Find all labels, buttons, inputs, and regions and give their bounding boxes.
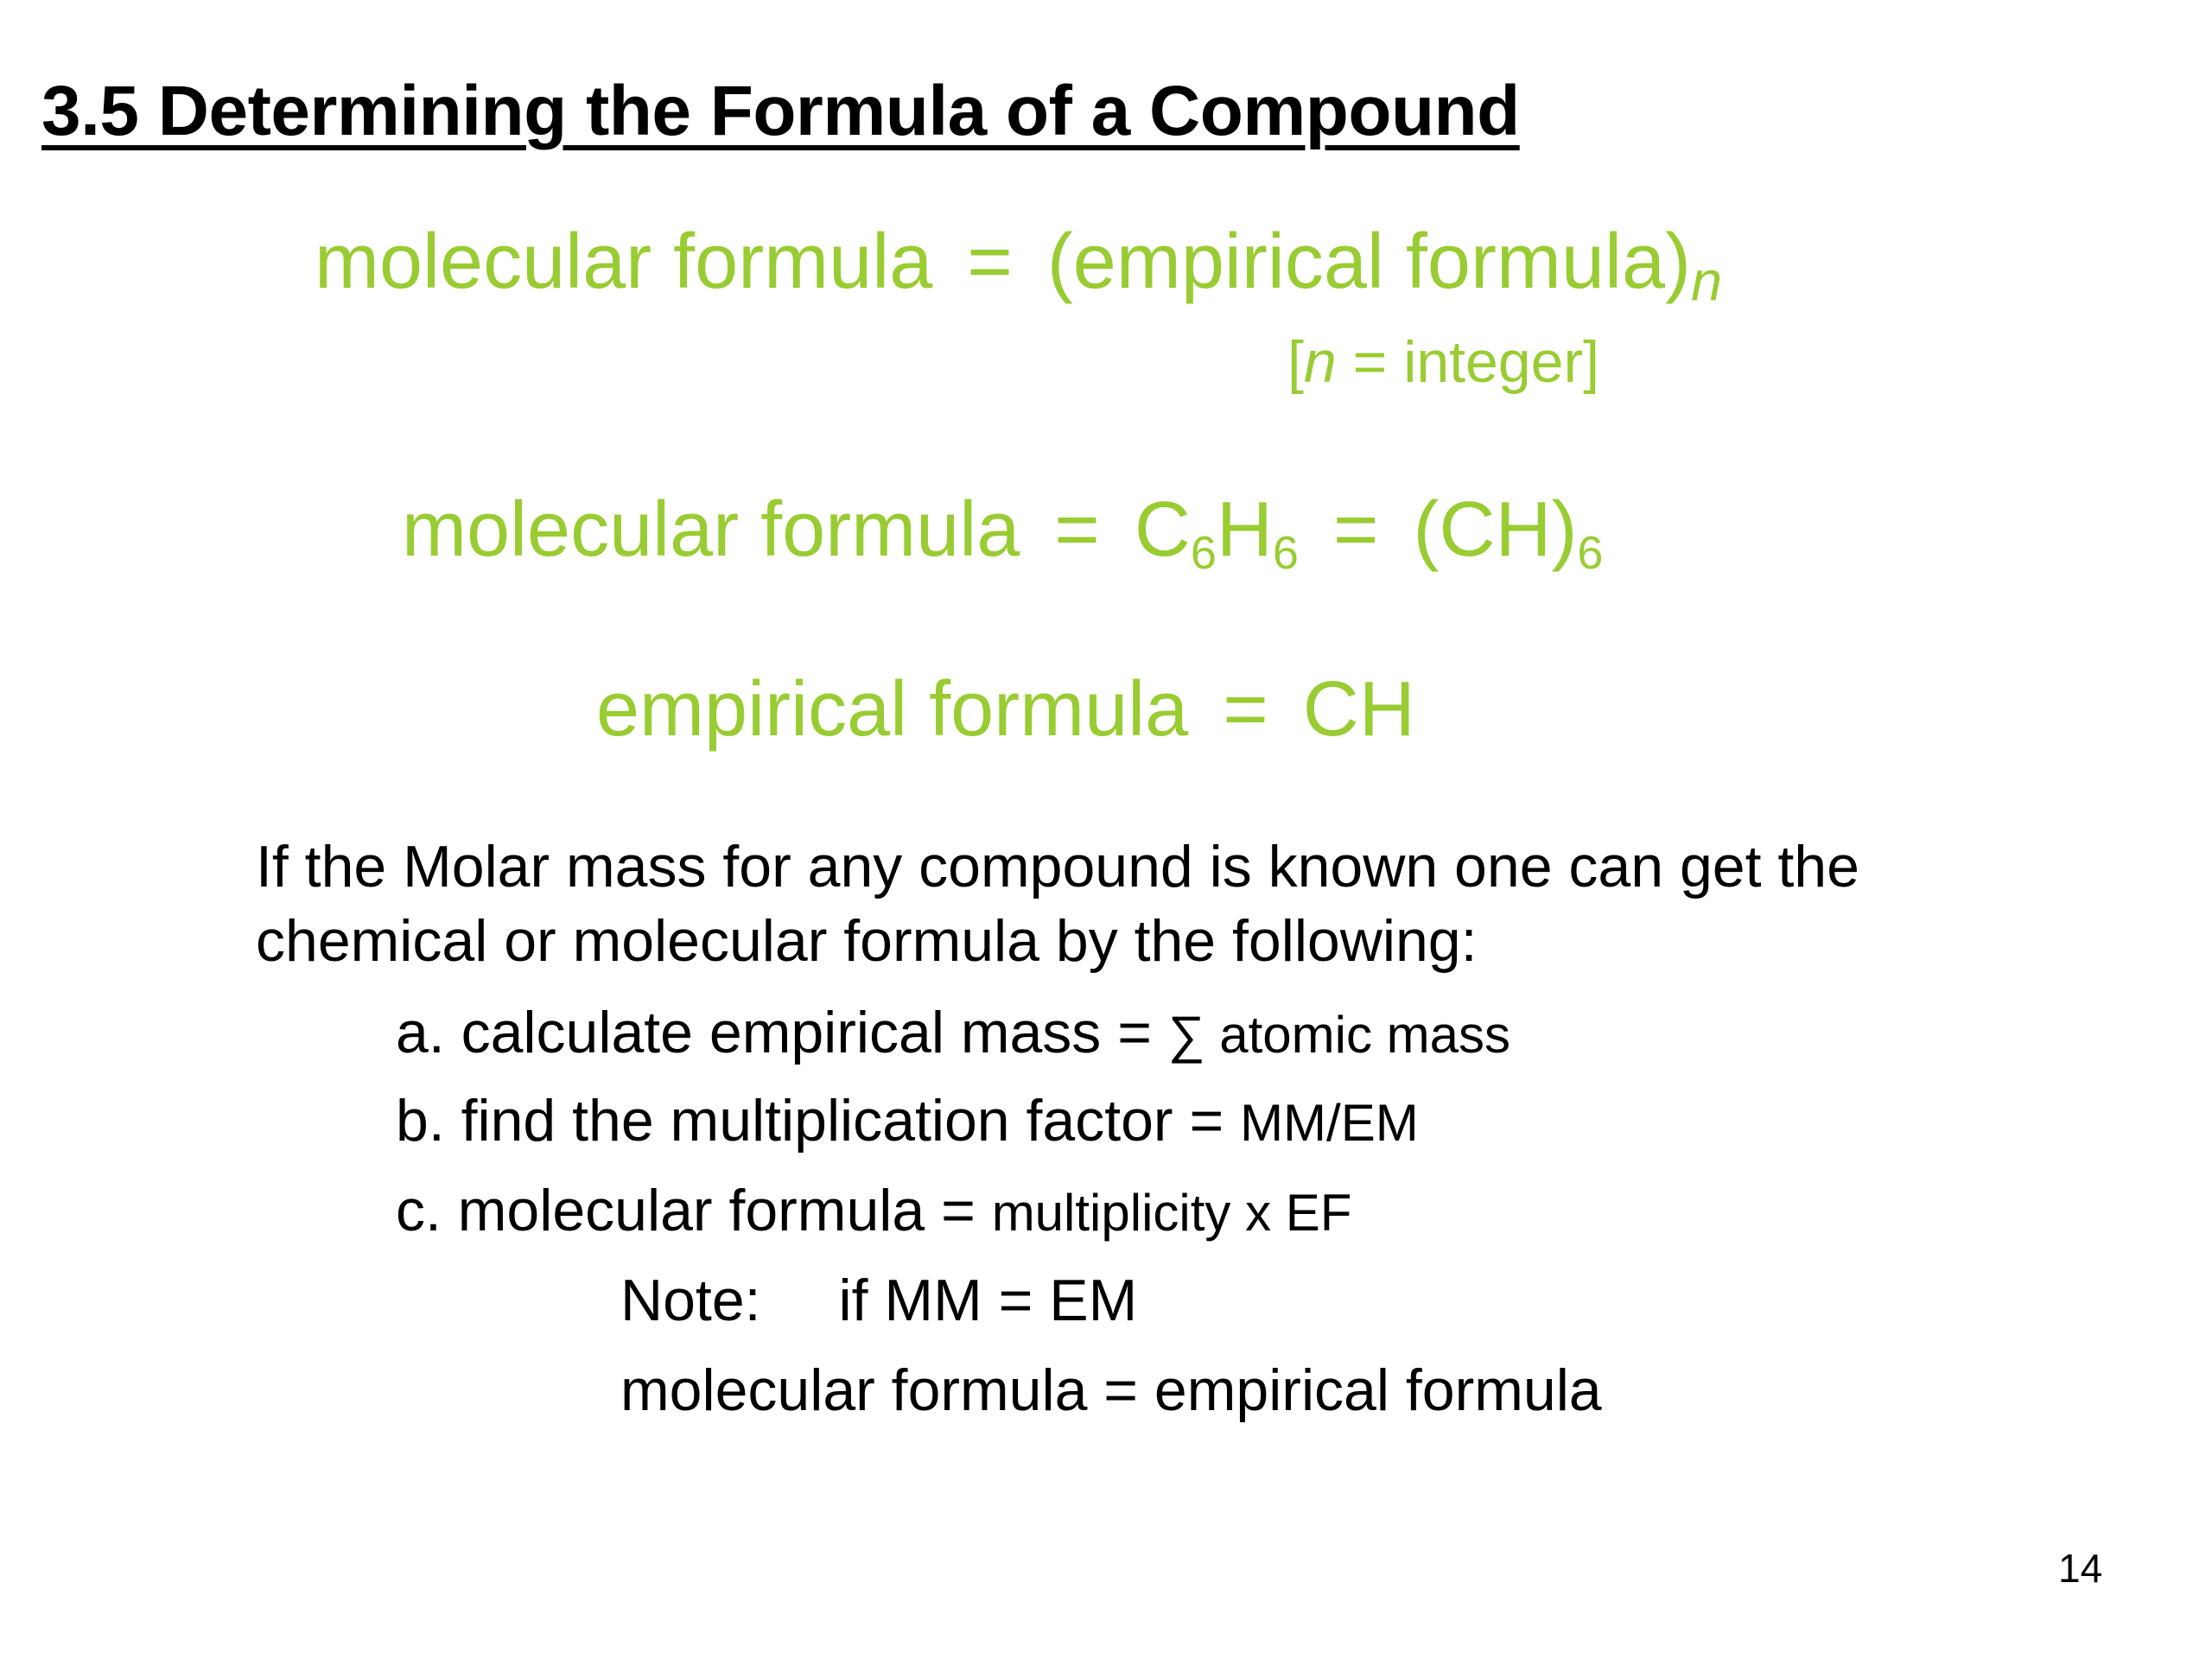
step-b-main: b. find the multiplication factor = xyxy=(396,1088,1241,1154)
integer-note-open: [ xyxy=(1287,329,1304,395)
eq2-left: molecular formula xyxy=(402,486,1020,573)
page-number: 14 xyxy=(2058,1546,2103,1591)
slide-title: 3.5 Determining the Formula of a Compound xyxy=(41,72,1520,150)
eq1-equals: = xyxy=(967,219,1013,305)
eq1-subscript: n xyxy=(1690,249,1723,313)
equation-empirical-ch xyxy=(596,665,1415,754)
eq2-equals2: = xyxy=(1332,486,1379,573)
note-line-2: molecular formula = empirical formula xyxy=(620,1357,1602,1423)
eq2-hydrogen-sub: 6 xyxy=(1272,527,1299,580)
note-line-1 xyxy=(620,1267,1137,1334)
paragraph-line-2: chemical or molecular formula by the following: xyxy=(256,908,1478,974)
eq3-left: empirical formula xyxy=(596,666,1189,753)
equation-benzene-example xyxy=(402,486,1603,580)
step-a-main: a. calculate empirical mass = xyxy=(396,1000,1168,1065)
step-c xyxy=(396,1177,1351,1244)
integer-note xyxy=(1287,328,1599,396)
eq2-ch-sub: 6 xyxy=(1577,527,1604,580)
step-a xyxy=(396,999,1510,1066)
step-b xyxy=(396,1087,1419,1154)
note-condition: if MM = EM xyxy=(838,1268,1138,1333)
step-c-main: c. molecular formula = xyxy=(396,1178,992,1243)
step-b-detail: MM/EM xyxy=(1240,1094,1419,1152)
eq2-carbon-sub: 6 xyxy=(1190,527,1217,580)
step-a-detail: ∑ atomic mass xyxy=(1167,1006,1510,1064)
equation-molecular-empirical xyxy=(315,218,1722,313)
eq2-ch: (CH) xyxy=(1413,486,1578,573)
step-c-detail: multiplicity x EF xyxy=(991,1184,1352,1242)
eq2-equals1: = xyxy=(1054,486,1100,573)
note-label: Note: xyxy=(620,1268,761,1333)
eq2-carbon: C xyxy=(1134,486,1191,573)
integer-note-rest: = integer] xyxy=(1336,329,1600,395)
eq1-right: (empirical formula) xyxy=(1046,219,1691,305)
eq2-hydrogen: H xyxy=(1216,486,1273,573)
paragraph-line-1: If the Molar mass for any compound is known one can get the xyxy=(256,834,1859,899)
integer-note-var: n xyxy=(1303,329,1337,395)
eq3-equals: = xyxy=(1223,666,1268,753)
eq1-left: molecular formula xyxy=(315,219,933,305)
eq3-right: CH xyxy=(1302,666,1415,753)
